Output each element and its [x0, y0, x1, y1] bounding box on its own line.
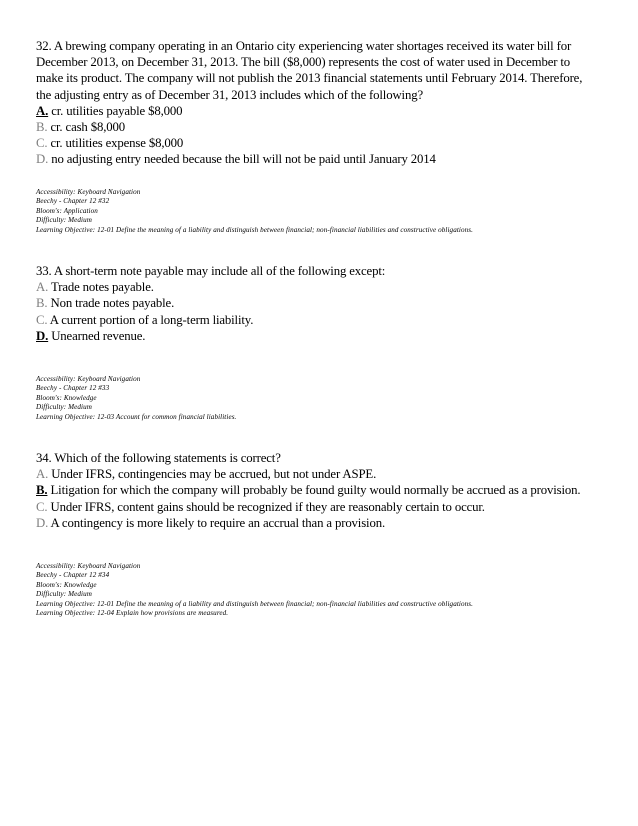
option-text: cr. utilities payable $8,000	[51, 103, 183, 118]
option-a	[36, 466, 596, 482]
question-34-metadata	[36, 562, 473, 618]
option-b	[36, 119, 596, 135]
option-text: A current portion of a long-term liability.	[49, 312, 254, 327]
option-text: Litigation for which the company will probably be found guilty would normally be accrued as a provision.	[50, 483, 581, 498]
option-text: Under IFRS, contingencies may be accrued, but not under ASPE.	[51, 467, 377, 482]
question-32-metadata	[36, 188, 473, 235]
option-text: cr. utilities expense $8,000	[50, 136, 184, 151]
option-text: A contingency is more likely to require an accrual than a provision.	[50, 515, 385, 530]
question-stem	[36, 38, 596, 103]
option-d	[36, 328, 596, 344]
question-stem	[36, 450, 596, 466]
question-stem	[36, 263, 596, 279]
option-letter: B.	[36, 483, 48, 498]
meta-blooms: Bloom's: Knowledge	[36, 580, 97, 589]
option-letter: C.	[36, 499, 48, 514]
meta-source: Beechy - Chapter 12 #33	[36, 384, 110, 393]
option-d	[36, 515, 596, 531]
meta-accessibility: Accessibility: Keyboard Navigation	[36, 188, 141, 196]
meta-learning-objective: Learning Objective: 12-01 Define the meaning of a liability and distinguish between financial; non-financial liabilities and constructive obligations.	[36, 599, 474, 608]
option-a	[36, 103, 596, 119]
option-c	[36, 499, 596, 515]
option-letter: A.	[36, 280, 49, 295]
meta-accessibility: Accessibility: Keyboard Navigation	[36, 375, 141, 383]
option-text: Unearned revenue.	[51, 328, 146, 343]
option-letter: A.	[36, 467, 49, 482]
meta-difficulty: Difficulty: Medium	[36, 216, 92, 225]
option-letter: D.	[36, 515, 49, 530]
question-32	[36, 38, 596, 168]
option-letter: C.	[36, 136, 48, 151]
question-33-metadata	[36, 375, 236, 422]
question-33	[36, 263, 596, 344]
option-letter: D.	[36, 328, 49, 343]
question-text: A short-term note payable may include all of the following except:	[53, 264, 386, 278]
option-letter: C.	[36, 312, 48, 327]
option-letter: D.	[36, 152, 49, 167]
option-c	[36, 312, 596, 328]
meta-source: Beechy - Chapter 12 #34	[36, 571, 110, 580]
meta-blooms: Bloom's: Application	[36, 206, 98, 215]
option-letter: B.	[36, 296, 48, 311]
option-letter: B.	[36, 120, 48, 135]
meta-learning-objective: Learning Objective: 12-03 Account for common financial liabilities.	[36, 412, 237, 421]
question-number: 33.	[36, 264, 52, 278]
meta-learning-objective: Learning Objective: 12-04 Explain how provisions are measured.	[36, 609, 229, 618]
meta-accessibility: Accessibility: Keyboard Navigation	[36, 562, 141, 570]
option-text: Under IFRS, content gains should be recognized if they are reasonably certain to occur.	[50, 499, 485, 514]
question-34	[36, 450, 596, 531]
option-d	[36, 151, 596, 167]
meta-blooms: Bloom's: Knowledge	[36, 393, 97, 402]
option-text: no adjusting entry needed because the bill will not be paid until January 2014	[51, 152, 436, 167]
meta-learning-objective: Learning Objective: 12-01 Define the meaning of a liability and distinguish between financial; non-financial liabilities and constructive obligations.	[36, 225, 474, 234]
question-number: 32.	[36, 39, 52, 53]
option-c	[36, 135, 596, 151]
meta-difficulty: Difficulty: Medium	[36, 590, 92, 599]
meta-source: Beechy - Chapter 12 #32	[36, 197, 110, 206]
option-letter: A.	[36, 103, 49, 118]
option-b	[36, 482, 596, 498]
option-text: cr. cash $8,000	[50, 120, 126, 135]
meta-difficulty: Difficulty: Medium	[36, 403, 92, 412]
question-text: A brewing company operating in an Ontario city experiencing water shortages received its water bill for December 2013, on December 31, 2013. The bill ($8,000) represents the cost of water used in December to make its product. The company will not publish the 2013 financial statements until February 2014. Therefore, the adjusting entry as of December 31, 2013 includes which of the following?	[36, 39, 583, 102]
option-text: Non trade notes payable.	[50, 296, 175, 311]
option-text: Trade notes payable.	[50, 280, 154, 295]
question-text: Which of the following statements is correct?	[54, 451, 281, 465]
question-number: 34.	[36, 451, 52, 465]
option-a	[36, 279, 596, 295]
option-b	[36, 295, 596, 311]
